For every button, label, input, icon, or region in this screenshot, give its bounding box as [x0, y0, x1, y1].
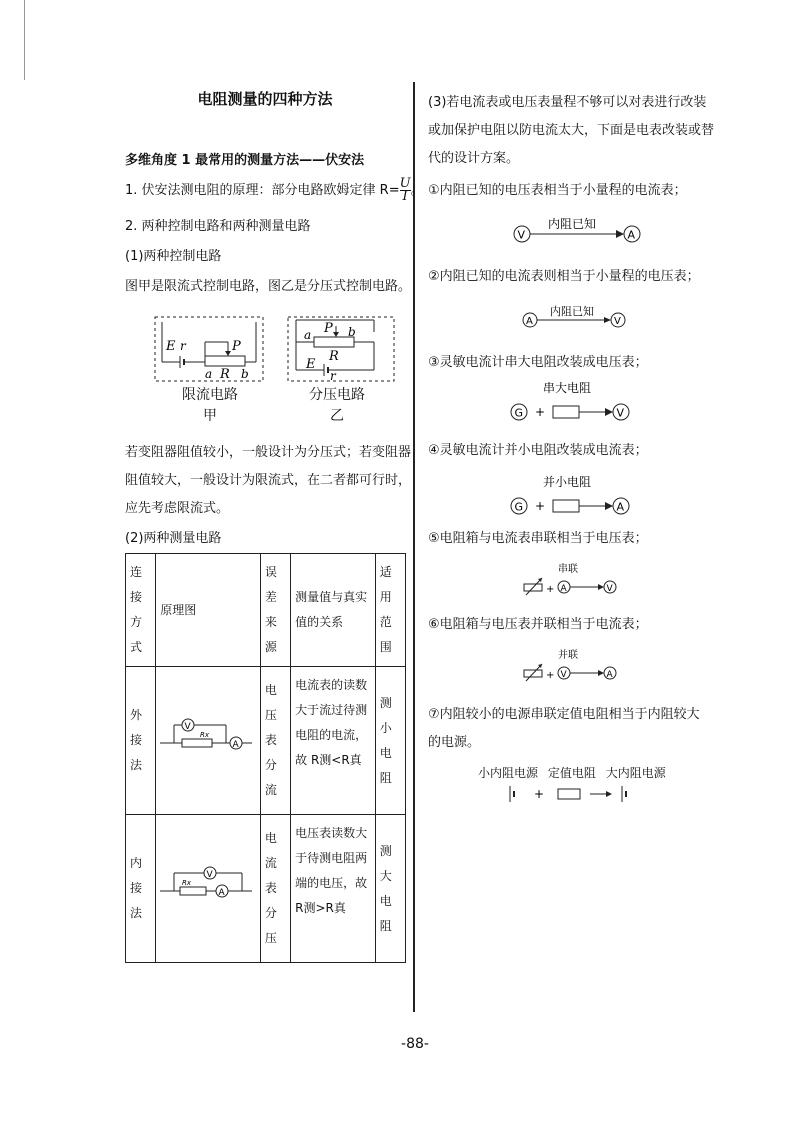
left-margin-line	[24, 0, 25, 80]
yi-P: P	[324, 321, 333, 336]
case5-label: 串联	[558, 564, 578, 575]
case4-label: 并小电阻	[543, 475, 592, 489]
case7-diagram	[500, 782, 640, 806]
case2-text: ②内阻已知的电流表则相当于小量程的电压表；	[428, 269, 700, 284]
formula-num: U	[399, 176, 411, 191]
th-relation: 测量值与真实值的关系	[291, 554, 376, 667]
case4-left: G	[514, 500, 524, 514]
case7-l3: 大内阻电源	[605, 766, 666, 780]
yi-label: 乙	[330, 408, 344, 424]
yi-a: a	[304, 328, 312, 342]
r1-rx: Rx	[200, 731, 210, 739]
case6-plus: +	[546, 670, 555, 681]
para-line-3: 应先考虑限流式。	[125, 501, 230, 516]
page-title: 电阻测量的四种方法	[197, 90, 333, 108]
case3-text: ③灵敏电流计串大电阻改装成电压表；	[428, 355, 648, 370]
sub1-desc: 图甲是限流式控制电路，图乙是分压式控制电路。	[125, 279, 412, 294]
th-conn: 连接方式	[130, 565, 143, 654]
case1-diagram	[508, 212, 658, 248]
case1-label: 内阻已知	[548, 217, 597, 231]
r1-relation: 电流表的读数大于流过待测电阻的电流，故 R测<R真	[291, 667, 376, 815]
th-range-cell	[375, 554, 405, 667]
item1	[125, 176, 424, 205]
formula-den: I	[402, 189, 408, 204]
case3-diagram	[503, 378, 643, 426]
case4-text: ④灵敏电流计并小电阻改装成电流表；	[428, 443, 648, 458]
jia-r: r	[180, 339, 186, 353]
column-divider	[413, 82, 415, 1012]
case3-plus: +	[535, 405, 546, 419]
r2-error: 电流表分压	[264, 831, 277, 945]
r1-v-meter: V	[184, 722, 191, 732]
case7-line-2: 的电源。	[428, 735, 481, 750]
jia-b: b	[241, 367, 249, 381]
r1-range-cell	[375, 667, 405, 815]
r1-range: 测小电阻	[379, 695, 392, 785]
case3-label: 串大电阻	[543, 381, 592, 395]
intro-line-3: 代的设计方案。	[428, 151, 520, 166]
case2-label: 内阻已知	[550, 305, 594, 318]
item2: 2. 两种控制电路和两种测量电路	[125, 219, 311, 234]
r2-relation: 电压表读数大于待测电阻两端的电压，故 R测>R真	[291, 815, 376, 963]
case6-label: 并联	[558, 650, 578, 661]
internal-connection-diagram	[160, 859, 252, 909]
item1-text: 1. 伏安法测电阻的原理：部分电路欧姆定律 R=	[125, 183, 400, 198]
case1-right: A	[627, 228, 636, 242]
r1-diagram-cell	[156, 667, 261, 815]
r1-error-cell	[260, 667, 290, 815]
case6-mid: V	[560, 670, 567, 680]
case5-diagram	[520, 562, 630, 602]
yi-b: b	[348, 325, 356, 339]
r2-conn: 内接法	[130, 856, 143, 920]
r1-conn-cell	[126, 667, 156, 815]
r2-range-cell	[375, 815, 405, 963]
formula-fraction	[400, 178, 411, 203]
case2-left: A	[526, 316, 533, 327]
case6-text: ⑥电阻箱与电压表并联相当于电流表；	[428, 617, 648, 632]
section1-heading: 多维角度 1 最常用的测量方法——伏安法	[125, 153, 365, 168]
yi-caption: 分压电路	[309, 387, 365, 403]
r1-a-meter: A	[232, 740, 239, 750]
case7-labels	[478, 764, 666, 781]
case4-right: A	[616, 500, 625, 514]
case3-right: V	[616, 406, 625, 420]
measurement-table	[125, 553, 406, 963]
intro-line-2: 或加保护电阻以防电流太大，下面是电表改装或替	[428, 123, 715, 138]
r2-v-meter: V	[206, 870, 213, 880]
jia-label: 甲	[203, 408, 217, 424]
table-row	[126, 667, 406, 815]
case3-left: G	[514, 406, 524, 420]
circuit-jia-diagram	[150, 312, 270, 386]
case5-plus: +	[546, 584, 555, 595]
case6-diagram	[520, 648, 630, 688]
circuit-yi-diagram	[284, 312, 399, 386]
external-connection-diagram	[160, 711, 252, 761]
th-error: 误差来源	[264, 565, 277, 654]
table-header-row	[126, 554, 406, 667]
r1-conn: 外接法	[130, 708, 143, 772]
case2-right: V	[614, 316, 621, 327]
case2-diagram	[518, 298, 638, 332]
th-diagram: 原理图	[156, 554, 261, 667]
table-row	[126, 815, 406, 963]
th-conn-cell	[126, 554, 156, 667]
th-error-cell	[260, 554, 290, 667]
case5-right: V	[606, 584, 613, 594]
jia-caption: 限流电路	[182, 387, 238, 403]
yi-E: E	[306, 357, 316, 372]
para-line-2: 阻值较大，一般设计为限流式，在二者都可行时，	[125, 473, 412, 488]
sub1-heading: (1)两种控制电路	[125, 249, 222, 264]
yi-R: R	[329, 349, 339, 364]
intro-line-1: (3)若电流表或电压表量程不够可以对表进行改装	[428, 95, 707, 110]
yi-r: r	[330, 369, 336, 383]
r2-diagram-cell	[156, 815, 261, 963]
r2-conn-cell	[126, 815, 156, 963]
page-number: -88-	[401, 1036, 429, 1052]
formula-end: 。	[410, 183, 424, 198]
r1-error: 电压表分流	[264, 683, 277, 797]
para-line-1: 若变阻器阻值较小，一般设计为分压式；若变阻器	[125, 445, 412, 460]
case7-l2: 定值电阻	[547, 766, 596, 780]
jia-a: a	[205, 367, 213, 381]
r2-a-meter: A	[218, 888, 225, 898]
case6-right: A	[606, 670, 613, 680]
case1-left: V	[517, 228, 526, 242]
th-range: 适用范围	[379, 565, 392, 654]
case5-mid: A	[560, 584, 567, 594]
case4-plus: +	[535, 499, 546, 513]
jia-E: E	[166, 339, 176, 354]
case5-text: ⑤电阻箱与电流表串联相当于电压表；	[428, 531, 648, 546]
case7-l1: 小内阻电源	[478, 766, 539, 780]
r2-error-cell	[260, 815, 290, 963]
r2-range: 测大电阻	[379, 843, 392, 933]
jia-R: R	[220, 367, 230, 382]
sub2-heading: (2)两种测量电路	[125, 531, 222, 546]
case7-plus: +	[534, 787, 545, 801]
case4-diagram	[503, 472, 643, 520]
r2-rx: Rx	[182, 879, 192, 887]
case7-line-1: ⑦内阻较小的电源串联定值电阻相当于内阻较大	[428, 707, 700, 722]
jia-P: P	[232, 339, 241, 354]
case1-text: ①内阻已知的电压表相当于小量程的电流表；	[428, 183, 687, 198]
